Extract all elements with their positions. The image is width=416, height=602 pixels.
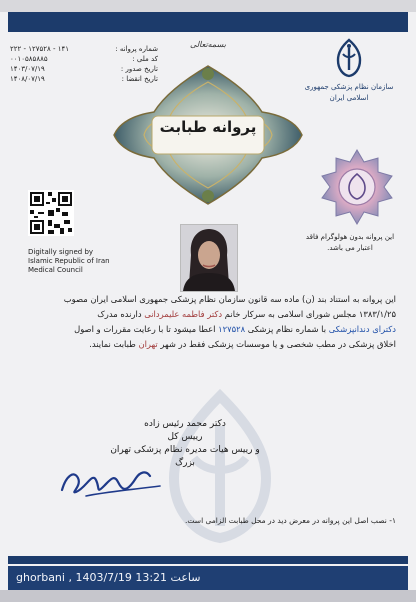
expiry-date-label: تاریخ انقضا : bbox=[121, 75, 158, 83]
bottom-border bbox=[8, 556, 408, 564]
council-logo bbox=[296, 38, 402, 120]
license-body bbox=[20, 292, 396, 352]
top-shadow-band bbox=[0, 0, 416, 12]
issue-date-value: ۱۴۰۳/۰۷/۱۹ bbox=[10, 65, 45, 73]
holder-photo bbox=[180, 224, 238, 292]
qr-code-icon[interactable] bbox=[28, 190, 74, 236]
hologram-note-line2: اعتبار می باشد. bbox=[327, 244, 373, 252]
holder-degree: دکترای دندانپزشکی bbox=[328, 324, 396, 334]
handwritten-signature bbox=[56, 460, 168, 500]
signer-name: دکتر محمد رئیس زاده bbox=[144, 419, 226, 429]
hologram-seal-icon bbox=[318, 148, 396, 226]
holder-name: دکتر فاطمه علیمردانی bbox=[144, 309, 223, 319]
print-footer-text: ghorbani , 1403/7/19 13:21 ساعت bbox=[16, 571, 201, 584]
national-id-label: کد ملی : bbox=[132, 55, 158, 63]
bottom-shadow-band bbox=[0, 590, 416, 602]
council-name: سازمان نظام پزشکی جمهوری اسلامی ایران bbox=[304, 83, 394, 102]
body-line4-start: اخلاق پزشکی در مطب شخصی و یا موسسات پزشکی فقط در شهر bbox=[157, 339, 396, 349]
hologram-note bbox=[294, 232, 406, 254]
digital-signature-note bbox=[28, 248, 140, 275]
medical-council-number: ۱۲۷۵۲۸ bbox=[218, 324, 246, 334]
council-emblem-icon bbox=[332, 38, 366, 78]
footnote: ۱- نصب اصل این پروانه در معرض دید در محل طبابت الزامی است. bbox=[185, 516, 396, 525]
digital-signature-line3: Medical Council bbox=[28, 266, 83, 274]
body-line3 bbox=[20, 322, 396, 337]
digital-signature-line1: Digitally signed by bbox=[28, 248, 94, 256]
hologram-note-line1: این پروانه بدون هولوگرام فاقد bbox=[305, 233, 395, 241]
license-number-label: شماره پروانه : bbox=[115, 45, 158, 53]
body-line3-end: اعطا میشود تا با رعایت مقررات و اصول bbox=[74, 324, 219, 334]
body-line4 bbox=[20, 337, 396, 352]
print-footer bbox=[8, 566, 408, 590]
practice-city: تهران bbox=[138, 339, 158, 349]
body-line2-end: دارنده مدرک bbox=[97, 309, 145, 319]
signer-title2: و رییس هیات مدیره نظام پزشکی تهران bbox=[110, 445, 260, 455]
document-title: پروانه طبابت bbox=[159, 118, 257, 136]
body-line3-mid: با شماره نظام پزشکی bbox=[245, 324, 329, 334]
body-line4-end: طبابت نمایند. bbox=[89, 339, 139, 349]
meta-row-license-number bbox=[10, 44, 158, 54]
issue-date-label: تاریخ صدور : bbox=[120, 65, 158, 73]
body-line2 bbox=[20, 307, 396, 322]
expiry-date-value: ۱۴۰۸/۰۷/۱۹ bbox=[10, 75, 45, 83]
signer-title1: رییس کل bbox=[167, 432, 203, 442]
body-line1: این پروانه به استناد بند (ن) ماده سه قانون سازمان نظام پزشکی جمهوری اسلامی ایران مصوب bbox=[63, 294, 396, 304]
national-id-value: ۰۰۱۰۵۸۵۸۸۵ bbox=[10, 55, 48, 63]
portrait-icon bbox=[181, 225, 237, 291]
top-border bbox=[8, 12, 408, 32]
license-number-value: ۲۲۲ - ۱۲۷۵۲۸ - ۱۴۱ bbox=[10, 45, 70, 53]
basmala: بسمه‌تعالی bbox=[190, 40, 226, 49]
body-line2-start: ۱۳۸۳/۱/۲۵ مجلس شورای اسلامی به سرکار خانم bbox=[222, 309, 396, 319]
digital-signature-line2: Islamic Republic of Iran bbox=[28, 257, 110, 265]
signer-title3: بزرگ bbox=[175, 458, 195, 468]
